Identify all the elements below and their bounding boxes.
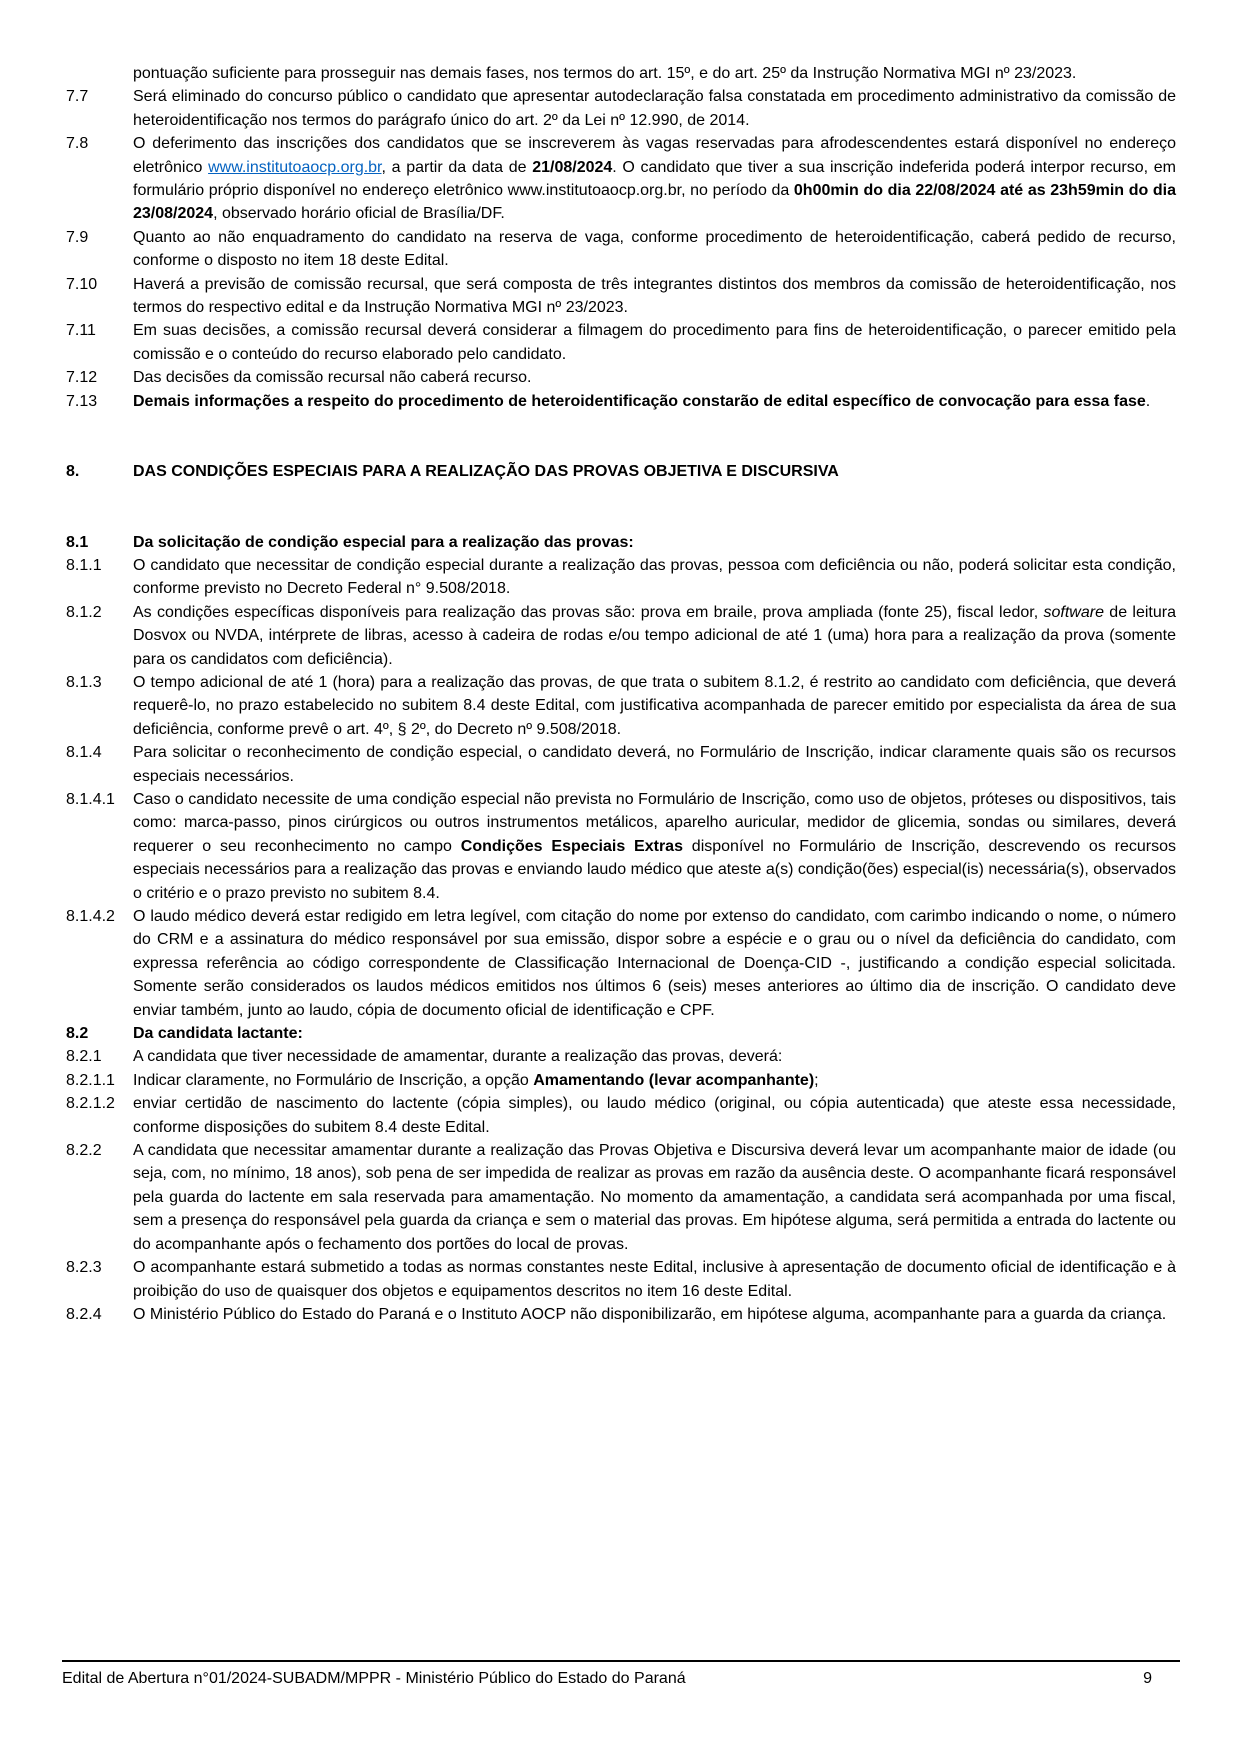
paragraph-item-7-7 (66, 85, 1176, 132)
text-run: 0h00min do dia 22/08/2024 até as 23h59min do dia 23/08/2024 (133, 182, 1176, 223)
item-text (133, 226, 1176, 273)
item-number: 8.2.2 (66, 1142, 102, 1160)
paragraph-item-8-1-1 (66, 554, 1176, 601)
text-run: enviar certidão de nascimento do lactente (cópia simples), ou laudo médico (original, ou cópia autenticada) que ateste essa necessidade, conforme disposições do subitem 8.4 deste Edital. (133, 1095, 1176, 1136)
item-number: 8.2.3 (66, 1259, 102, 1277)
paragraph-item-8-2-1-2 (66, 1092, 1176, 1139)
item-number: 7.8 (66, 135, 89, 153)
item-number: 8.1.4 (66, 744, 102, 762)
text-run: Da solicitação de condição especial para a realização das provas: (133, 533, 634, 551)
text-run: A candidata que necessitar amamentar durante a realização das Provas Objetiva e Discursiva deverá levar um acompanhante maior de idade (ou seja, com, no mínimo, 18 anos), sob pena de ser impedida de realizar as provas em razão da ausência deste. O acompanhante ficará responsável pela guarda do lactente em sala reservada para amamentação. No momento da amamentação, a candidata será acompanhada por uma fiscal, sem a presença do responsável pela guarda da criança e sem o material das provas. Em hipótese alguma, será permitida a entrada do lactente ou do acompanhante após o fechamento dos portões do local de provas. (133, 1142, 1176, 1253)
item-text (133, 1045, 1176, 1068)
text-run: 21/08/2024 (532, 158, 613, 176)
text-run: A candidata que tiver necessidade de amamentar, durante a realização das provas, deverá: (133, 1048, 783, 1066)
text-run: software (1043, 603, 1104, 621)
text-run: Caso o candidato necessite de uma condição especial não prevista no Formulário de Inscrição, como uso de objetos, próteses ou dispositivos, tais como: marca-passo, pinos cirúrgicos ou outros instrumentos metálicos, aparelho auricular, medidor de glicemia, sondas ou similares, deverá requerer o seu reconhecimento no campo (133, 790, 1176, 855)
text-run: Demais informações a respeito do procedimento de heteroidentificação constarão de edital específico de convocação para essa fase (133, 392, 1146, 410)
item-text (133, 1256, 1176, 1303)
paragraph-item-7-10 (66, 273, 1176, 320)
text-run: . O candidato que tiver a sua inscrição indeferida poderá interpor recurso, em formulário próprio disponível no endereço eletrônico www.institutoaocp.org.br, no período da (133, 158, 1177, 200)
item-text (133, 554, 1176, 601)
item-number: 8.1.1 (66, 556, 102, 574)
text-run: Das decisões da comissão recursal não caberá recurso. (133, 369, 532, 387)
text-run: ; (814, 1071, 819, 1089)
text-run: As condições específicas disponíveis para realização das provas são: prova em braile, prova ampliada (fonte 25), fiscal ledor, (133, 603, 1044, 621)
paragraph-item-8-2-2 (66, 1139, 1176, 1256)
item-text (133, 85, 1176, 132)
paragraph-item-8-2-3 (66, 1256, 1176, 1303)
item-text (133, 273, 1176, 320)
item-number: 7.7 (66, 88, 89, 106)
paragraph-item-8-1-3 (66, 671, 1176, 741)
item-text (133, 460, 1176, 483)
item-text (133, 741, 1176, 788)
item-text (133, 62, 1176, 85)
text-run: Quanto ao não enquadramento do candidato na reserva de vaga, conforme procedimento de heteroidentificação, caberá pedido de recurso, conforme o disposto no item 18 deste Edital. (133, 228, 1176, 270)
item-text (133, 905, 1176, 1022)
paragraph-item-8-2-1-1 (66, 1069, 1176, 1092)
item-number: 8. (66, 463, 80, 481)
item-number: 7.11 (66, 322, 96, 340)
paragraph-item-7-13 (66, 390, 1176, 413)
paragraph-item-7-11 (66, 319, 1176, 366)
item-number: 7.9 (66, 228, 89, 246)
text-run: Em suas decisões, a comissão recursal deverá considerar a filmagem do procedimento para fins de heteroidentificação, o parecer emitido pela comissão e o conteúdo do recurso elaborado pelo candidato. (133, 322, 1176, 363)
item-text (133, 788, 1176, 905)
text-run: Para solicitar o reconhecimento de condição especial, o candidato deverá, no Formulário de Inscrição, indicar claramente quais são os recursos especiais necessários. (133, 744, 1176, 785)
paragraph-item-7-8 (66, 132, 1176, 226)
paragraph-item-8-1-2 (66, 601, 1176, 671)
text-run: Condições Especiais Extras (460, 837, 683, 855)
text-run: , a partir da data de (381, 158, 533, 176)
item-text (133, 366, 1176, 389)
text-run: de leitura Dosvox ou NVDA, intérprete de libras, acesso à cadeira de rodas e/ou tempo adicional de até 1 (uma) hora para a realização da prova (somente para os candidatos com deficiência). (133, 603, 1177, 668)
item-text (133, 601, 1176, 671)
text-run: O candidato que necessitar de condição especial durante a realização das provas, pessoa com deficiência ou não, poderá solicitar esta condição, conforme previsto no Decreto Federal n° 9.508/2018. (133, 556, 1176, 598)
text-run: disponível no Formulário de Inscrição, descrevendo os recursos especiais necessários para a realização das provas e enviando laudo médico que ateste a(s) condição(ões) especial(is) necessária(s), observados o critério e o prazo previsto no subitem 8.4. (133, 837, 1176, 902)
item-number: 8.1.3 (66, 673, 102, 691)
paragraph-item-8-1 (66, 531, 1176, 554)
text-run: O Ministério Público do Estado do Paraná e o Instituto AOCP não disponibilizarão, em hipótese alguma, acompanhante para a guarda da criança. (133, 1305, 1167, 1323)
text-run: Haverá a previsão de comissão recursal, que será composta de três integrantes distintos dos membros da comissão de heteroidentificação, nos termos do respectivo edital e da Instrução Normativa MGI nº 23/2023. (133, 275, 1176, 317)
paragraph-item-8-1-4 (66, 741, 1176, 788)
text-run: Da candidata lactante: (133, 1025, 303, 1043)
item-text (133, 132, 1176, 226)
text-run: O laudo médico deverá estar redigido em letra legível, com citação do nome por extenso do candidato, com carimbo indicando o nome, o número do CRM e a assinatura do médico responsável por sua emissão, dispor sobre a espécie e o grau ou o nível da deficiência do candidato, com expressa referência ao código correspondente de Classificação Internacional de Doença-CID -, justificando a condição especial solicitada. Somente serão considerados os laudos médicos emitidos nos últimos 6 (seis) meses anteriores ao último dia de inscrição. O candidato deve enviar também, junto ao laudo, cópia de documento oficial de identificação e CPF. (133, 908, 1176, 1019)
item-number: 7.10 (66, 275, 98, 293)
text-run: , observado horário oficial de Brasília/DF. (213, 205, 505, 223)
item-number: 8.2 (66, 1025, 89, 1043)
paragraph-continuation (66, 62, 1176, 85)
item-number: 7.12 (66, 369, 98, 387)
text-run: . (1145, 392, 1151, 410)
item-text (133, 1303, 1176, 1326)
text-run: DAS CONDIÇÕES ESPECIAIS PARA A REALIZAÇÃO DAS PROVAS OBJETIVA E DISCURSIVA (133, 463, 839, 481)
item-text (133, 1022, 1176, 1045)
item-text (133, 390, 1176, 413)
item-text (133, 1069, 1176, 1092)
text-run: pontuação suficiente para prosseguir nas demais fases, nos termos do art. 15º, e do art. 25º da Instrução Normativa MGI nº 23/2023. (133, 65, 1077, 82)
text-run: Amamentando (levar acompanhante) (533, 1071, 815, 1089)
hyperlink-institutoaocp[interactable]: www.institutoaocp.org.br (208, 158, 382, 176)
item-text (133, 1092, 1176, 1139)
footer-page-number: 9 (1143, 1670, 1152, 1687)
item-number: 7.13 (66, 392, 98, 410)
item-number: 8.1 (66, 533, 89, 551)
item-number: 8.2.1.1 (66, 1071, 115, 1089)
item-text (133, 1139, 1176, 1256)
item-number: 8.2.1.2 (66, 1095, 115, 1113)
item-text (133, 671, 1176, 741)
item-number: 8.2.4 (66, 1305, 102, 1323)
item-number: 8.1.4.2 (66, 908, 115, 925)
item-number (66, 62, 133, 85)
paragraph-item-8-2 (66, 1022, 1176, 1045)
page-footer (62, 1660, 1180, 1690)
text-run: O acompanhante estará submetido a todas as normas constantes neste Edital, inclusive à apresentação de documento oficial de identificação e à proibição do uso de quaisquer dos objetos e equipamentos descritos no item 16 deste Edital. (133, 1259, 1176, 1300)
item-text (133, 319, 1176, 366)
paragraph-item-8-2-1 (66, 1045, 1176, 1068)
paragraph-item-8-1-4-2 (66, 905, 1176, 1022)
paragraph-item-8-2-4 (66, 1303, 1176, 1326)
paragraph-item-7-12 (66, 366, 1176, 389)
paragraph-item-7-9 (66, 226, 1176, 273)
document-body (66, 62, 1176, 1326)
text-run: Indicar claramente, no Formulário de Inscrição, a opção (133, 1071, 534, 1089)
item-number: 8.1.2 (66, 603, 102, 621)
paragraph-section-8 (66, 460, 1176, 483)
text-run: O tempo adicional de até 1 (hora) para a realização das provas, de que trata o subitem 8.1.2, é restrito ao candidato com deficiência, que deverá requerê-lo, no prazo estabelecido no subitem 8.4 deste Edital, com justificativa acompanhada de parecer emitido por especialista da área de sua deficiência, conforme prevê o art. 4º, § 2º, do Decreto nº 9.508/2018. (133, 673, 1176, 738)
paragraph-item-8-1-4-1 (66, 788, 1176, 905)
item-text (133, 531, 1176, 554)
text-run: O deferimento das inscrições dos candidatos que se inscreverem às vagas reservadas para afrodescendentes estará disponível no endereço eletrônico (133, 135, 1176, 176)
text-run: Será eliminado do concurso público o candidato que apresentar autodeclaração falsa constatada em procedimento administrativo da comissão de heteroidentificação nos termos do parágrafo único do art. 2º da Lei nº 12.990, de 2014. (133, 88, 1176, 129)
footer-edital-title: Edital de Abertura n°01/2024-SUBADM/MPPR - Ministério Público do Estado do Paraná (62, 1670, 686, 1687)
item-number: 8.1.4.1 (66, 790, 115, 808)
item-number: 8.2.1 (66, 1048, 102, 1066)
